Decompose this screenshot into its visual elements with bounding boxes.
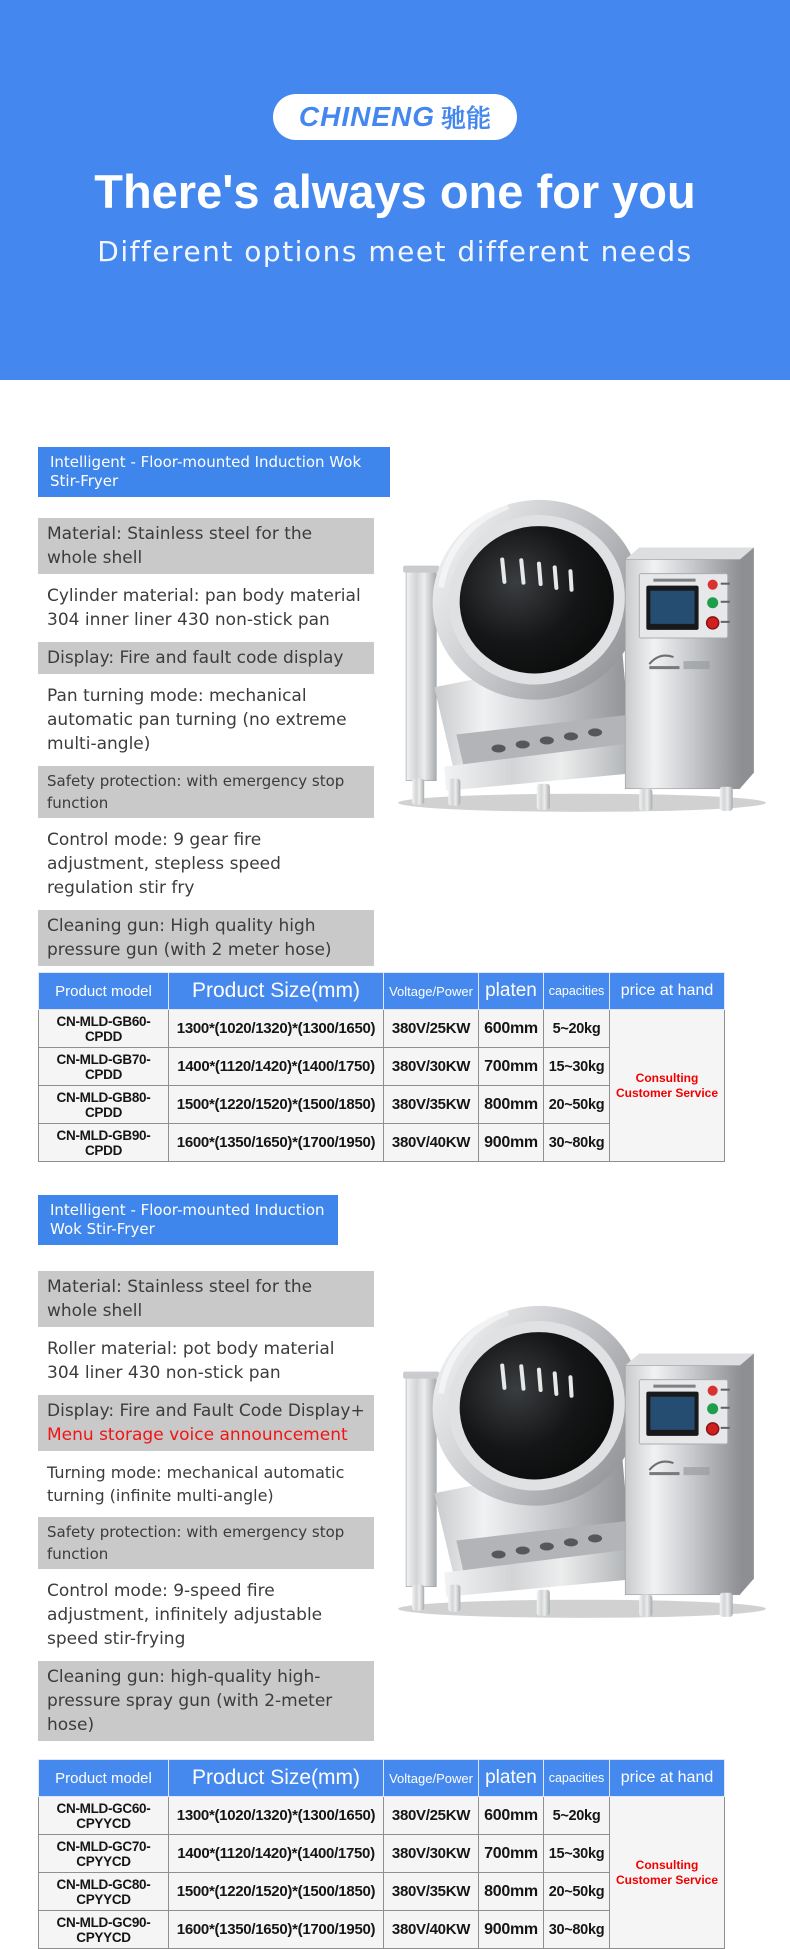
cell-price-note: Consulting Customer Service <box>610 1010 725 1162</box>
cell-capacity: 20~50kg <box>544 1873 610 1911</box>
cell-voltage: 380V/35KW <box>384 1086 479 1124</box>
col-capacities: capacities <box>544 1760 610 1797</box>
cell-model: CN-MLD-GB70-CPDD <box>39 1048 169 1086</box>
product-photo-1 <box>386 481 778 813</box>
feature-item <box>38 680 374 760</box>
feature-item <box>38 910 374 966</box>
hero-banner <box>0 0 790 380</box>
cell-capacity: 15~30kg <box>544 1048 610 1086</box>
feature-text: Roller material: pot body material 304 liner 430 non-stick pan <box>47 1339 335 1383</box>
feature-text: Pan turning mode: mechanical automatic pan turning (no extreme multi-angle) <box>47 686 347 754</box>
feature-text: Material: Stainless steel for the whole shell <box>47 1277 313 1321</box>
feature-item <box>38 1517 374 1569</box>
cell-price-note: Consulting Customer Service <box>610 1797 725 1949</box>
col-platen: platen <box>479 1760 544 1797</box>
cell-size: 1600*(1350/1650)*(1700/1950) <box>169 1124 384 1162</box>
feature-text: Safety protection: with emergency stop function <box>47 772 345 812</box>
cell-size: 1400*(1120/1420)*(1400/1750) <box>169 1835 384 1873</box>
table-row <box>39 1797 725 1835</box>
feature-item <box>38 1575 374 1655</box>
feature-item <box>38 766 374 818</box>
feature-text: Cleaning gun: high-quality high-pressure spray gun (with 2-meter hose) <box>47 1667 333 1735</box>
feature-list-1 <box>38 518 374 966</box>
feature-item <box>38 518 374 574</box>
product-section-2 <box>38 1195 762 1949</box>
cell-voltage: 380V/30KW <box>384 1048 479 1086</box>
cell-capacity: 15~30kg <box>544 1835 610 1873</box>
cell-platen: 700mm <box>479 1835 544 1873</box>
feature-item <box>38 1661 374 1741</box>
feature-list-2 <box>38 1271 374 1741</box>
col-product-model: Product model <box>39 973 169 1010</box>
cell-platen: 600mm <box>479 1797 544 1835</box>
cell-model: CN-MLD-GC60-CPYYCD <box>39 1797 169 1835</box>
cell-size: 1300*(1020/1320)*(1300/1650) <box>169 1797 384 1835</box>
col-product-model: Product model <box>39 1760 169 1797</box>
cell-size: 1600*(1350/1650)*(1700/1950) <box>169 1911 384 1949</box>
product-section-1 <box>38 447 762 1162</box>
product-photo-2 <box>386 1287 778 1619</box>
table-header-row <box>39 1760 725 1797</box>
col-price: price at hand <box>610 973 725 1010</box>
feature-text: Control mode: 9-speed fire adjustment, infinitely adjustable speed stir-frying <box>47 1581 323 1649</box>
col-voltage-power: Voltage/Power <box>384 973 479 1010</box>
cell-voltage: 380V/30KW <box>384 1835 479 1873</box>
feature-text: Safety protection: with emergency stop function <box>47 1523 345 1563</box>
feature-item <box>38 1271 374 1327</box>
cell-size: 1400*(1120/1420)*(1400/1750) <box>169 1048 384 1086</box>
feature-item <box>38 1333 374 1389</box>
col-platen: platen <box>479 973 544 1010</box>
col-capacities: capacities <box>544 973 610 1010</box>
section-2-header: Intelligent - Floor-mounted Induction Wok Stir-Fryer <box>38 1195 338 1245</box>
feature-text: Material: Stainless steel for the whole shell <box>47 524 313 568</box>
brand-logo-text: CHINENG <box>298 101 436 132</box>
feature-text-red: Menu storage voice announcement <box>47 1425 348 1445</box>
cell-model: CN-MLD-GC70-CPYYCD <box>39 1835 169 1873</box>
feature-item <box>38 580 374 636</box>
feature-item <box>38 824 374 904</box>
col-price: price at hand <box>610 1760 725 1797</box>
cell-platen: 600mm <box>479 1010 544 1048</box>
col-product-size: Product Size(mm) <box>169 973 384 1010</box>
cell-size: 1500*(1220/1520)*(1500/1850) <box>169 1086 384 1124</box>
cell-voltage: 380V/25KW <box>384 1797 479 1835</box>
cell-capacity: 5~20kg <box>544 1010 610 1048</box>
feature-text: Control mode: 9 gear fire adjustment, stepless speed regulation stir fry <box>47 830 281 898</box>
section-1-header: Intelligent - Floor-mounted Induction Wok Stir-Fryer <box>38 447 390 497</box>
cell-platen: 900mm <box>479 1911 544 1949</box>
cell-capacity: 5~20kg <box>544 1797 610 1835</box>
cell-platen: 700mm <box>479 1048 544 1086</box>
cell-voltage: 380V/35KW <box>384 1873 479 1911</box>
cell-capacity: 20~50kg <box>544 1086 610 1124</box>
cell-model: CN-MLD-GB60-CPDD <box>39 1010 169 1048</box>
feature-text: Cylinder material: pan body material 304 inner liner 430 non-stick pan <box>47 586 361 630</box>
cell-voltage: 380V/25KW <box>384 1010 479 1048</box>
feature-item <box>38 1457 374 1511</box>
spec-table-2 <box>38 1759 725 1949</box>
cell-size: 1300*(1020/1320)*(1300/1650) <box>169 1010 384 1048</box>
feature-item <box>38 642 374 674</box>
cell-model: CN-MLD-GB90-CPDD <box>39 1124 169 1162</box>
cell-size: 1500*(1220/1520)*(1500/1850) <box>169 1873 384 1911</box>
cell-model: CN-MLD-GC90-CPYYCD <box>39 1911 169 1949</box>
cell-capacity: 30~80kg <box>544 1911 610 1949</box>
feature-item <box>38 1395 374 1451</box>
hero-subtitle: Different options meet different needs <box>97 235 693 268</box>
col-product-size: Product Size(mm) <box>169 1760 384 1797</box>
cell-model: CN-MLD-GB80-CPDD <box>39 1086 169 1124</box>
cell-voltage: 380V/40KW <box>384 1124 479 1162</box>
cell-model: CN-MLD-GC80-CPYYCD <box>39 1873 169 1911</box>
table-row <box>39 1010 725 1048</box>
brand-logo-chinese: 驰能 <box>441 104 492 133</box>
spec-table-1 <box>38 972 725 1162</box>
cell-platen: 800mm <box>479 1086 544 1124</box>
brand-logo <box>273 94 517 140</box>
cell-platen: 800mm <box>479 1873 544 1911</box>
table-header-row <box>39 973 725 1010</box>
cell-platen: 900mm <box>479 1124 544 1162</box>
hero-title: There's always one for you <box>94 165 696 218</box>
feature-text: Cleaning gun: High quality high pressure gun (with 2 meter hose) <box>47 916 332 960</box>
stir-fryer-machine-illustration <box>386 481 778 813</box>
feature-text: Display: Fire and fault code display <box>47 648 344 668</box>
col-voltage-power: Voltage/Power <box>384 1760 479 1797</box>
cell-capacity: 30~80kg <box>544 1124 610 1162</box>
stir-fryer-machine-illustration <box>386 1287 778 1619</box>
feature-text: Turning mode: mechanical automatic turning (infinite multi-angle) <box>47 1463 345 1505</box>
feature-text: Display: Fire and Fault Code Display+ <box>47 1401 365 1421</box>
cell-voltage: 380V/40KW <box>384 1911 479 1949</box>
